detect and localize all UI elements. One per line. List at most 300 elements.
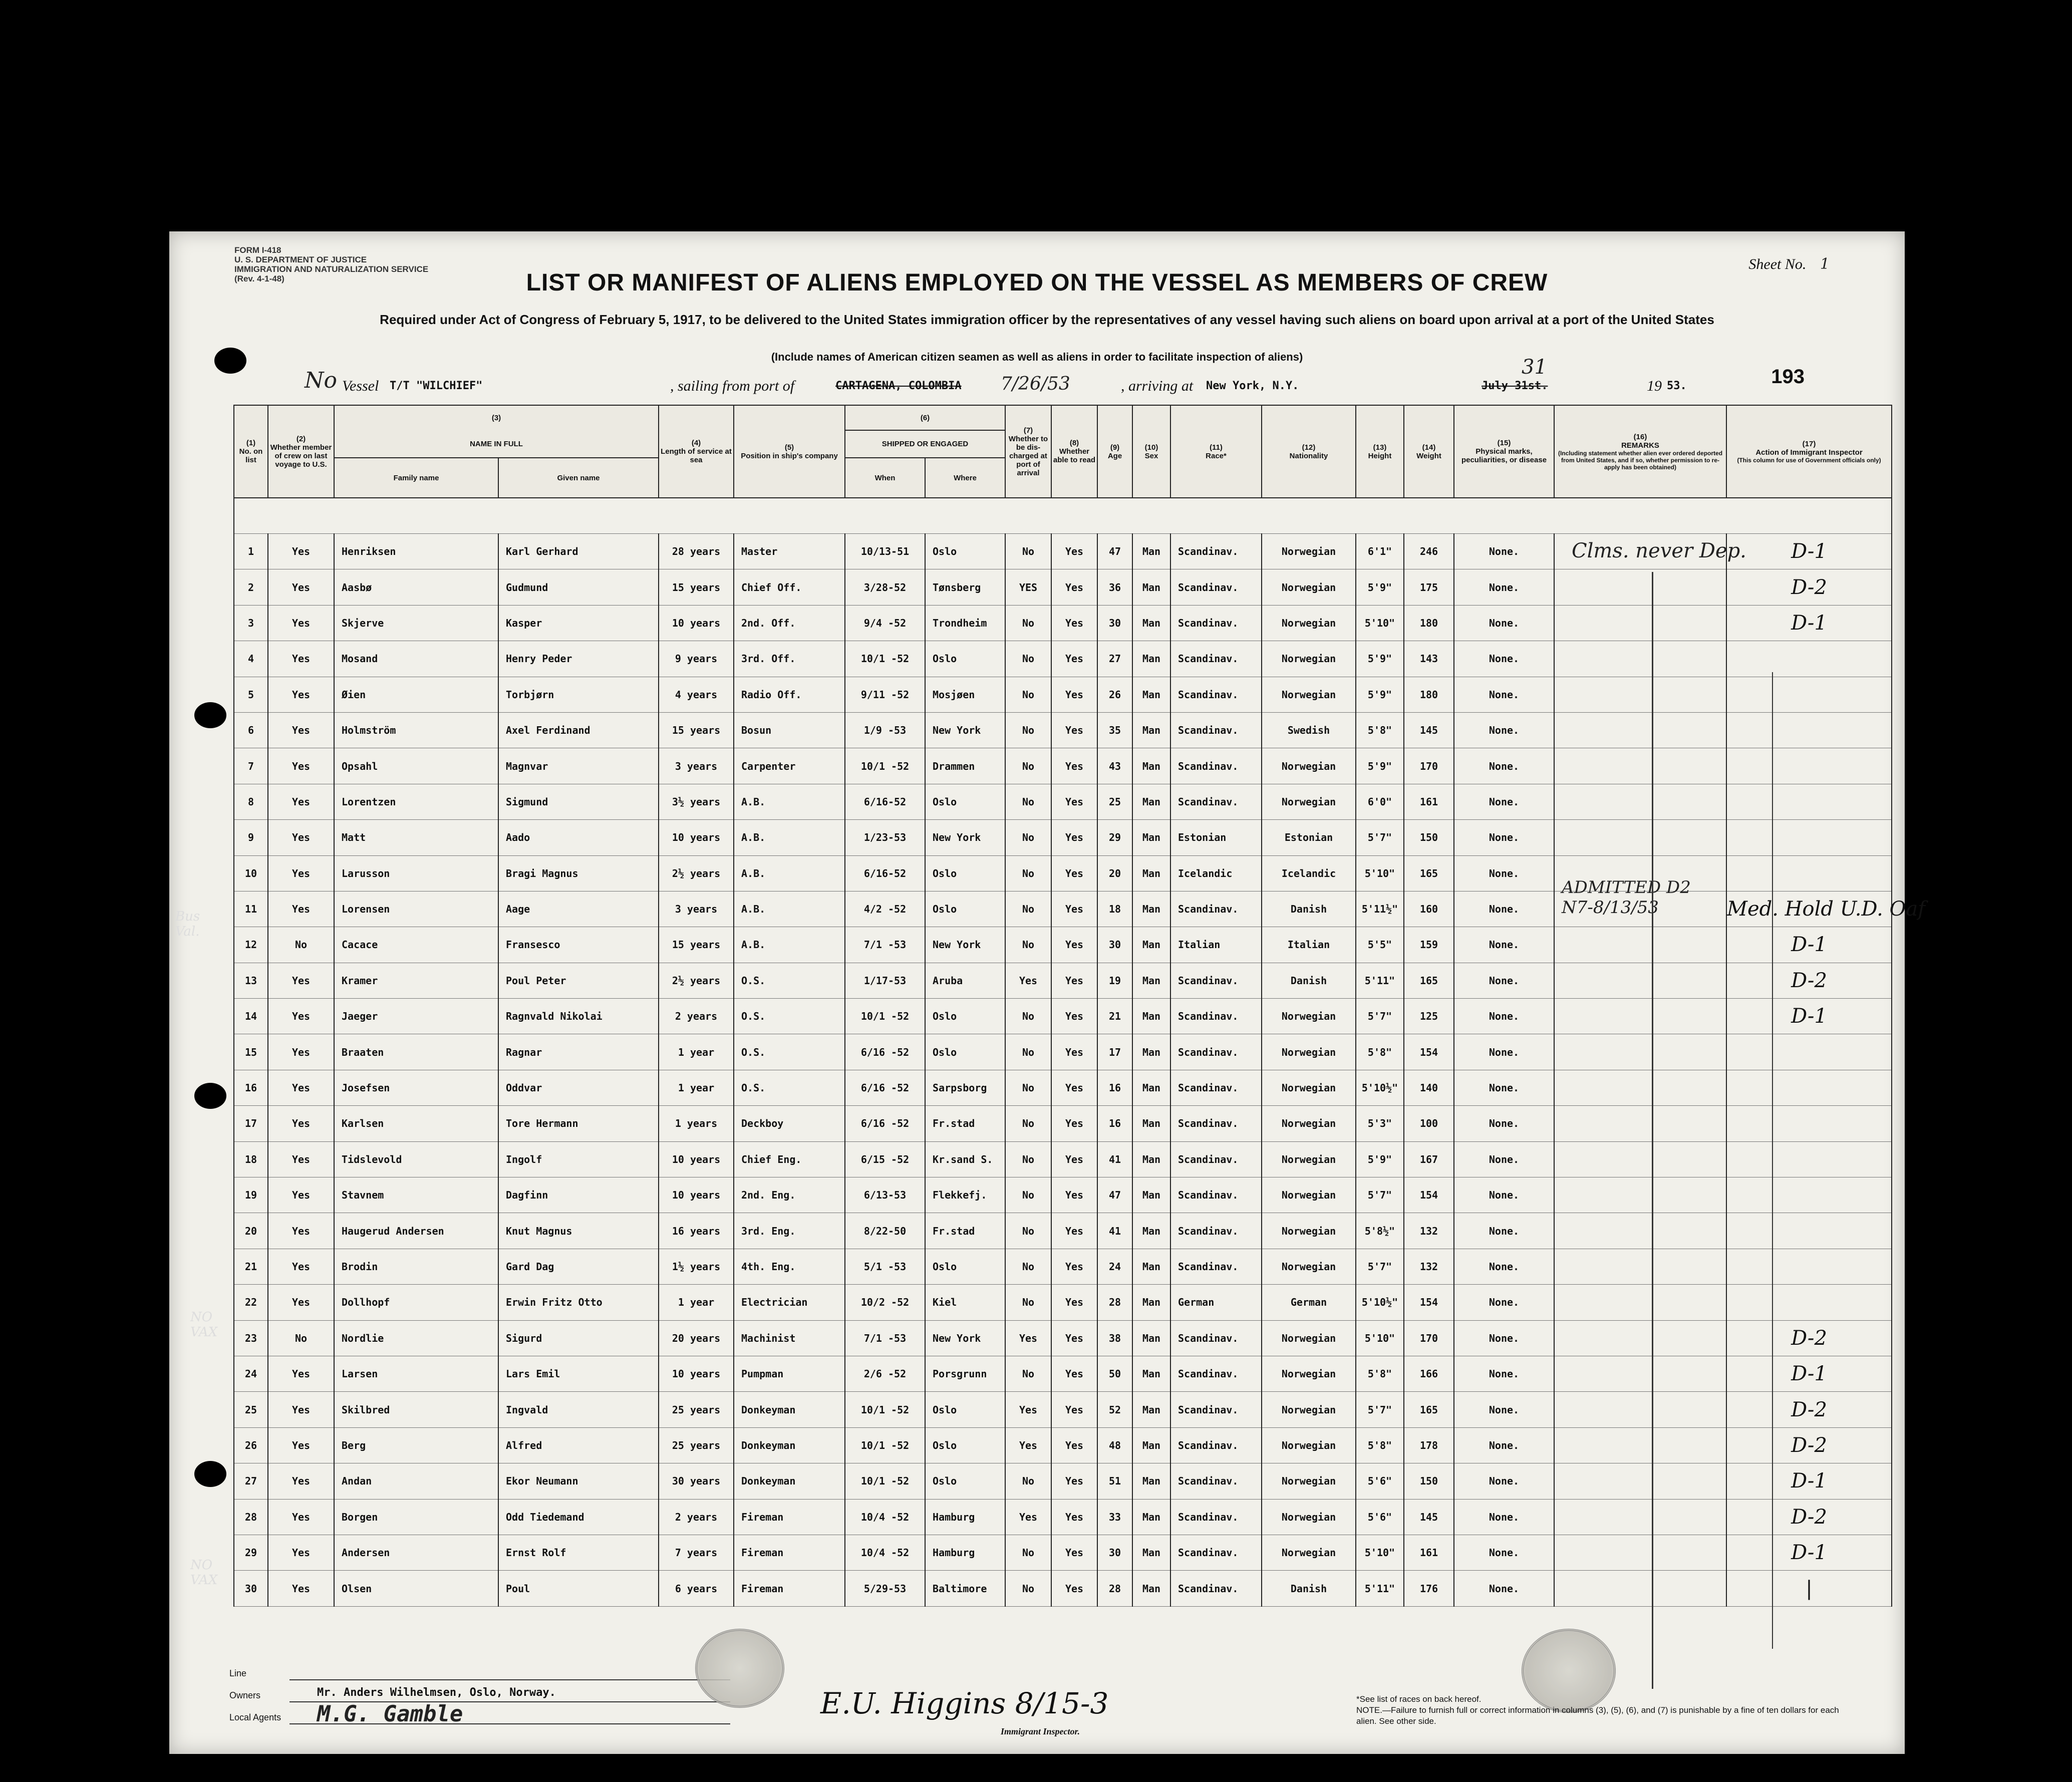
cell-nat: Norwegian <box>1262 641 1356 677</box>
cell-sex: Man <box>1132 1427 1170 1463</box>
cell-nat: Danish <box>1262 963 1356 998</box>
cell-given: Aado <box>498 820 659 855</box>
cell-when: 5/29-53 <box>845 1571 925 1606</box>
cell-disch: Yes <box>1005 1499 1051 1535</box>
cell-race: Italian <box>1170 927 1262 963</box>
cell-action: D-1 <box>1726 1463 1892 1499</box>
cell-service: 1 year <box>659 1070 734 1105</box>
margin-note-row-11: Bus Val. <box>175 909 200 939</box>
cell-marks: None. <box>1454 605 1554 641</box>
cell-remarks <box>1554 1535 1726 1570</box>
arrival-date: July 31st. <box>1482 380 1548 392</box>
cell-remarks <box>1554 1499 1726 1535</box>
cell-given: Gudmund <box>498 569 659 605</box>
cell-remarks <box>1554 677 1726 712</box>
col-name-num: (3) <box>334 405 659 430</box>
cell-nat: Estonian <box>1262 820 1356 855</box>
cell-weight: 154 <box>1404 1285 1454 1320</box>
cell-weight: 180 <box>1404 605 1454 641</box>
cell-read: Yes <box>1051 1463 1097 1499</box>
sailing-date: 7/26/53 <box>1001 374 1070 394</box>
cell-when: 2/6 -52 <box>845 1356 925 1391</box>
cell-when: 7/1 -53 <box>845 927 925 963</box>
cell-given: Bragi Magnus <box>498 855 659 891</box>
cell-position: Machinist <box>734 1320 845 1356</box>
cell-height: 5'11½" <box>1356 891 1404 927</box>
cell-disch: No <box>1005 1106 1051 1141</box>
cell-where: New York <box>925 712 1005 748</box>
cell-where: Trondheim <box>925 605 1005 641</box>
cell-family: Skilbred <box>334 1392 498 1427</box>
cell-family: Cacace <box>334 927 498 963</box>
cell-sex: Man <box>1132 1213 1170 1249</box>
cell-when: 10/1 -52 <box>845 641 925 677</box>
cell-no: 18 <box>234 1141 268 1177</box>
cell-read: Yes <box>1051 927 1097 963</box>
cell-race: Scandinav. <box>1170 1213 1262 1249</box>
cell-action: D-1 <box>1726 999 1892 1034</box>
cell-action <box>1726 677 1892 712</box>
cell-nat: Norwegian <box>1262 999 1356 1034</box>
col-shipped: SHIPPED OR ENGAGED <box>845 430 1005 458</box>
cell-given: Dagfinn <box>498 1177 659 1213</box>
col-physical-marks: (15) Physical marks, peculiarities, or disease <box>1454 405 1554 498</box>
cell-where: Sarpsborg <box>925 1070 1005 1105</box>
cell-marks: None. <box>1454 1070 1554 1105</box>
cell-no: 9 <box>234 820 268 855</box>
cell-height: 5'6" <box>1356 1499 1404 1535</box>
cell-action: D-2 <box>1726 1320 1892 1356</box>
cell-action <box>1726 1177 1892 1213</box>
cell-read: Yes <box>1051 1070 1097 1105</box>
cell-sex: Man <box>1132 1034 1170 1070</box>
cell-no: 7 <box>234 748 268 784</box>
cell-weight: 160 <box>1404 891 1454 927</box>
cell-given: Poul <box>498 1571 659 1606</box>
cell-service: 15 years <box>659 569 734 605</box>
cell-nat: Norwegian <box>1262 677 1356 712</box>
cell-weight: 154 <box>1404 1177 1454 1213</box>
cell-position: A.B. <box>734 891 845 927</box>
cell-when: 10/4 -52 <box>845 1535 925 1570</box>
cell-weight: 176 <box>1404 1571 1454 1606</box>
cell-when: 10/1 -52 <box>845 999 925 1034</box>
cell-weight: 125 <box>1404 999 1454 1034</box>
cell-position: Donkeyman <box>734 1463 845 1499</box>
cell-height: 5'7" <box>1356 1177 1404 1213</box>
cell-given: Oddvar <box>498 1070 659 1105</box>
cell-remarks <box>1554 1285 1726 1320</box>
cell-disch: No <box>1005 748 1051 784</box>
cell-sex: Man <box>1132 677 1170 712</box>
col-able-to-read: (8) Whether able to read <box>1051 405 1097 498</box>
cell-marks: None. <box>1454 1106 1554 1141</box>
cell-race: German <box>1170 1285 1262 1320</box>
cell-service: 2 years <box>659 999 734 1034</box>
cell-family: Skjerve <box>334 605 498 641</box>
cell-age: 27 <box>1097 641 1132 677</box>
cell-sex: Man <box>1132 1392 1170 1427</box>
table-row <box>234 1177 1892 1213</box>
cell-crew: Yes <box>268 1499 334 1535</box>
cell-weight: 165 <box>1404 1392 1454 1427</box>
cell-where: Flekkefj. <box>925 1177 1005 1213</box>
cell-service: 3 years <box>659 891 734 927</box>
cell-read: Yes <box>1051 1106 1097 1141</box>
cell-service: 9 years <box>659 641 734 677</box>
cell-race: Scandinav. <box>1170 712 1262 748</box>
cell-service: 1½ years <box>659 1249 734 1284</box>
cell-no: 11 <box>234 891 268 927</box>
agents-label: Local Agents <box>229 1712 281 1722</box>
cell-when: 10/1 -52 <box>845 1427 925 1463</box>
cell-nat: Norwegian <box>1262 534 1356 569</box>
cell-height: 5'9" <box>1356 641 1404 677</box>
table-row <box>234 1070 1892 1105</box>
agents-value: M.G. Gamble <box>317 1701 463 1727</box>
cell-marks: None. <box>1454 1356 1554 1391</box>
cell-service: 3½ years <box>659 784 734 819</box>
cell-remarks <box>1554 784 1726 819</box>
cell-disch: No <box>1005 855 1051 891</box>
cell-race: Scandinav. <box>1170 1535 1262 1570</box>
cell-weight: 150 <box>1404 1463 1454 1499</box>
cell-crew: Yes <box>268 569 334 605</box>
blank-row <box>234 498 1892 534</box>
cell-position: Donkeyman <box>734 1427 845 1463</box>
cell-action <box>1726 784 1892 819</box>
cell-crew: Yes <box>268 963 334 998</box>
cell-sex: Man <box>1132 534 1170 569</box>
cell-action <box>1726 1141 1892 1177</box>
cell-where: Drammen <box>925 748 1005 784</box>
cell-when: 6/16 -52 <box>845 1106 925 1141</box>
cell-marks: None. <box>1454 963 1554 998</box>
page-subtitle: Required under Act of Congress of February 5, 1917, to be delivered to the United States immigration officer by the representatives of any vessel having such aliens on board upon arrival at a port of the United States <box>380 312 1714 327</box>
cell-disch: No <box>1005 1141 1051 1177</box>
cell-height: 5'10½" <box>1356 1070 1404 1105</box>
cell-sex: Man <box>1132 641 1170 677</box>
cell-sex: Man <box>1132 1177 1170 1213</box>
cell-race: Scandinav. <box>1170 1034 1262 1070</box>
cell-height: 5'8" <box>1356 1427 1404 1463</box>
cell-age: 35 <box>1097 712 1132 748</box>
cell-race: Scandinav. <box>1170 605 1262 641</box>
cell-remarks <box>1554 712 1726 748</box>
cell-family: Tidslevold <box>334 1141 498 1177</box>
cell-age: 51 <box>1097 1463 1132 1499</box>
cell-no: 16 <box>234 1070 268 1105</box>
crew-table <box>233 405 1926 1607</box>
cell-position: A.B. <box>734 784 845 819</box>
cell-crew: Yes <box>268 1392 334 1427</box>
cell-weight: 165 <box>1404 963 1454 998</box>
cell-given: Aage <box>498 891 659 927</box>
cell-action: D-1 <box>1726 534 1892 569</box>
cell-action: D-2 <box>1726 569 1892 605</box>
manifest-sheet <box>169 231 1926 1754</box>
ditto-line-action <box>1772 672 1773 1649</box>
cell-given: Ragnvald Nikolai <box>498 999 659 1034</box>
cell-nat: Norwegian <box>1262 1106 1356 1141</box>
table-row <box>234 1213 1892 1249</box>
cell-nat: Norwegian <box>1262 1034 1356 1070</box>
cell-action <box>1726 1070 1892 1105</box>
cell-marks: None. <box>1454 677 1554 712</box>
cell-position: A.B. <box>734 820 845 855</box>
cell-height: 5'8" <box>1356 712 1404 748</box>
cell-disch: No <box>1005 1463 1051 1499</box>
cell-race: Scandinav. <box>1170 1106 1262 1141</box>
cell-marks: None. <box>1454 1320 1554 1356</box>
cell-given: Erwin Fritz Otto <box>498 1285 659 1320</box>
cell-sex: Man <box>1132 999 1170 1034</box>
cell-weight: 166 <box>1404 1356 1454 1391</box>
cell-service: 25 years <box>659 1427 734 1463</box>
table-row <box>234 1249 1892 1284</box>
cell-given: Karl Gerhard <box>498 534 659 569</box>
cell-age: 19 <box>1097 963 1132 998</box>
cell-where: Kr.sand S. <box>925 1141 1005 1177</box>
cell-given: Lars Emil <box>498 1356 659 1391</box>
cell-read: Yes <box>1051 534 1097 569</box>
cell-age: 30 <box>1097 1535 1132 1570</box>
cell-crew: Yes <box>268 891 334 927</box>
cell-no: 23 <box>234 1320 268 1356</box>
cell-family: Matt <box>334 820 498 855</box>
cell-family: Jaeger <box>334 999 498 1034</box>
cell-read: Yes <box>1051 1356 1097 1391</box>
cell-where: Porsgrunn <box>925 1356 1005 1391</box>
cell-nat: Danish <box>1262 891 1356 927</box>
col-crew-last-voyage: (2) Whether member of crew on last voyage to U.S. <box>268 405 334 498</box>
cell-age: 24 <box>1097 1249 1132 1284</box>
cell-read: Yes <box>1051 748 1097 784</box>
cell-position: 3rd. Off. <box>734 641 845 677</box>
cell-service: 30 years <box>659 1463 734 1499</box>
cell-height: 5'7" <box>1356 820 1404 855</box>
cell-sex: Man <box>1132 1320 1170 1356</box>
cell-marks: None. <box>1454 1463 1554 1499</box>
cell-service: 2½ years <box>659 963 734 998</box>
vessel-name: T/T "WILCHIEF" <box>390 380 483 392</box>
cell-height: 5'7" <box>1356 1392 1404 1427</box>
sheet-label: Sheet No. <box>1748 256 1807 272</box>
cell-remarks <box>1554 1034 1726 1070</box>
cell-disch: Yes <box>1005 1427 1051 1463</box>
arriving-port: New York, N.Y. <box>1206 380 1299 392</box>
table-row <box>234 712 1892 748</box>
cell-read: Yes <box>1051 855 1097 891</box>
cell-no: 5 <box>234 677 268 712</box>
cell-remarks <box>1554 1213 1726 1249</box>
cell-family: Braaten <box>334 1034 498 1070</box>
col-nationality: (12) Nationality <box>1262 405 1356 498</box>
col-shipped-num: (6) <box>845 405 1005 430</box>
owners-value: Mr. Anders Wilhelmsen, Oslo, Norway. <box>317 1686 556 1699</box>
cell-sex: Man <box>1132 748 1170 784</box>
table-row <box>234 748 1892 784</box>
cell-marks: None. <box>1454 641 1554 677</box>
cell-read: Yes <box>1051 820 1097 855</box>
cell-age: 47 <box>1097 534 1132 569</box>
cell-height: 5'8" <box>1356 1356 1404 1391</box>
cell-when: 10/2 -52 <box>845 1285 925 1320</box>
cell-remarks <box>1554 748 1726 784</box>
cell-nat: Norwegian <box>1262 1249 1356 1284</box>
cell-position: 2nd. Off. <box>734 605 845 641</box>
cell-disch: No <box>1005 784 1051 819</box>
cell-read: Yes <box>1051 1034 1097 1070</box>
cell-age: 38 <box>1097 1320 1132 1356</box>
cell-weight: 161 <box>1404 784 1454 819</box>
cell-given: Alfred <box>498 1427 659 1463</box>
cell-remarks <box>1554 1356 1726 1391</box>
cell-crew: Yes <box>268 1571 334 1606</box>
cell-service: 15 years <box>659 712 734 748</box>
cell-when: 6/16 -52 <box>845 1034 925 1070</box>
col-no: (1) No. on list <box>234 405 268 498</box>
cell-marks: None. <box>1454 820 1554 855</box>
cell-family: Josefsen <box>334 1070 498 1105</box>
cell-no: 10 <box>234 855 268 891</box>
cell-nat: Norwegian <box>1262 1499 1356 1535</box>
cell-disch: No <box>1005 641 1051 677</box>
owners-label: Owners <box>229 1690 261 1700</box>
cell-sex: Man <box>1132 1070 1170 1105</box>
cell-no: 26 <box>234 1427 268 1463</box>
cell-remarks <box>1554 1320 1726 1356</box>
cell-position: O.S. <box>734 1070 845 1105</box>
cell-where: Baltimore <box>925 1571 1005 1606</box>
cell-when: 6/15 -52 <box>845 1141 925 1177</box>
cell-no: 20 <box>234 1213 268 1249</box>
cell-age: 30 <box>1097 927 1132 963</box>
cell-marks: None. <box>1454 784 1554 819</box>
cell-disch: No <box>1005 1285 1051 1320</box>
cell-read: Yes <box>1051 605 1097 641</box>
cell-marks: None. <box>1454 534 1554 569</box>
cell-service: 10 years <box>659 1177 734 1213</box>
cell-sex: Man <box>1132 927 1170 963</box>
cell-family: Stavnem <box>334 1177 498 1213</box>
cell-remarks <box>1554 641 1726 677</box>
cell-where: Hamburg <box>925 1535 1005 1570</box>
cell-sex: Man <box>1132 855 1170 891</box>
cell-race: Scandinav. <box>1170 1070 1262 1105</box>
cell-nat: Danish <box>1262 1571 1356 1606</box>
ditto-line-remarks <box>1652 572 1653 1689</box>
cell-when: 9/11 -52 <box>845 677 925 712</box>
cell-crew: Yes <box>268 534 334 569</box>
table-row <box>234 963 1892 998</box>
race-note: *See list of races on back hereof. <box>1356 1694 1482 1704</box>
cell-where: Fr.stad <box>925 1106 1005 1141</box>
cell-where: Oslo <box>925 784 1005 819</box>
cell-crew: No <box>268 927 334 963</box>
cell-nat: Norwegian <box>1262 605 1356 641</box>
cell-read: Yes <box>1051 1392 1097 1427</box>
cell-when: 4/2 -52 <box>845 891 925 927</box>
cell-service: 1 years <box>659 1106 734 1141</box>
cell-where: New York <box>925 927 1005 963</box>
cell-when: 6/16 -52 <box>845 1070 925 1105</box>
cell-action <box>1726 1034 1892 1070</box>
cell-marks: None. <box>1454 891 1554 927</box>
cell-age: 41 <box>1097 1141 1132 1177</box>
cell-height: 5'9" <box>1356 569 1404 605</box>
cell-service: 3 years <box>659 748 734 784</box>
cell-position: Pumpman <box>734 1356 845 1391</box>
punch-hole <box>194 1461 226 1487</box>
page-number: 193 <box>1771 366 1805 388</box>
cell-no: 25 <box>234 1392 268 1427</box>
cell-race: Scandinav. <box>1170 677 1262 712</box>
cell-disch: No <box>1005 605 1051 641</box>
cell-sex: Man <box>1132 1106 1170 1141</box>
cell-weight: 150 <box>1404 820 1454 855</box>
cell-race: Scandinav. <box>1170 1249 1262 1284</box>
cell-disch: No <box>1005 927 1051 963</box>
cell-race: Scandinav. <box>1170 1320 1262 1356</box>
cell-service: 15 years <box>659 927 734 963</box>
cell-crew: Yes <box>268 1285 334 1320</box>
cell-sex: Man <box>1132 1499 1170 1535</box>
cell-crew: Yes <box>268 784 334 819</box>
cell-sex: Man <box>1132 1356 1170 1391</box>
cell-family: Lorensen <box>334 891 498 927</box>
cell-remarks <box>1554 605 1726 641</box>
margin-note-row-22: NO VAX <box>190 1310 218 1340</box>
cell-read: Yes <box>1051 1285 1097 1320</box>
cell-service: 2 years <box>659 1499 734 1535</box>
cell-weight: 180 <box>1404 677 1454 712</box>
cell-age: 30 <box>1097 605 1132 641</box>
cell-family: Aasbø <box>334 569 498 605</box>
cell-race: Scandinav. <box>1170 1499 1262 1535</box>
margin-note-row-29: NO VAX <box>190 1558 218 1588</box>
cell-race: Estonian <box>1170 820 1262 855</box>
cell-nat: Norwegian <box>1262 1320 1356 1356</box>
cell-nat: Icelandic <box>1262 855 1356 891</box>
cell-family: Andan <box>334 1463 498 1499</box>
cell-height: 5'8" <box>1356 1034 1404 1070</box>
col-sex: (10) Sex <box>1132 405 1170 498</box>
cell-age: 28 <box>1097 1285 1132 1320</box>
no-mark: No <box>305 368 337 393</box>
cell-when: 6/13-53 <box>845 1177 925 1213</box>
table-row <box>234 820 1892 855</box>
cell-height: 5'11" <box>1356 963 1404 998</box>
cell-race: Scandinav. <box>1170 569 1262 605</box>
cell-crew: Yes <box>268 605 334 641</box>
cell-disch: No <box>1005 1535 1051 1570</box>
cell-where: Oslo <box>925 999 1005 1034</box>
table-row <box>234 927 1892 963</box>
cell-age: 17 <box>1097 1034 1132 1070</box>
cell-family: Olsen <box>334 1571 498 1606</box>
cell-position: Radio Off. <box>734 677 845 712</box>
cell-height: 5'6" <box>1356 1463 1404 1499</box>
table-row <box>234 999 1892 1034</box>
cell-when: 10/4 -52 <box>845 1499 925 1535</box>
cell-action <box>1726 1285 1892 1320</box>
cell-service: 7 years <box>659 1535 734 1570</box>
cell-race: Scandinav. <box>1170 641 1262 677</box>
cell-weight: 145 <box>1404 712 1454 748</box>
cell-remarks <box>1554 1463 1726 1499</box>
table-row <box>234 784 1892 819</box>
